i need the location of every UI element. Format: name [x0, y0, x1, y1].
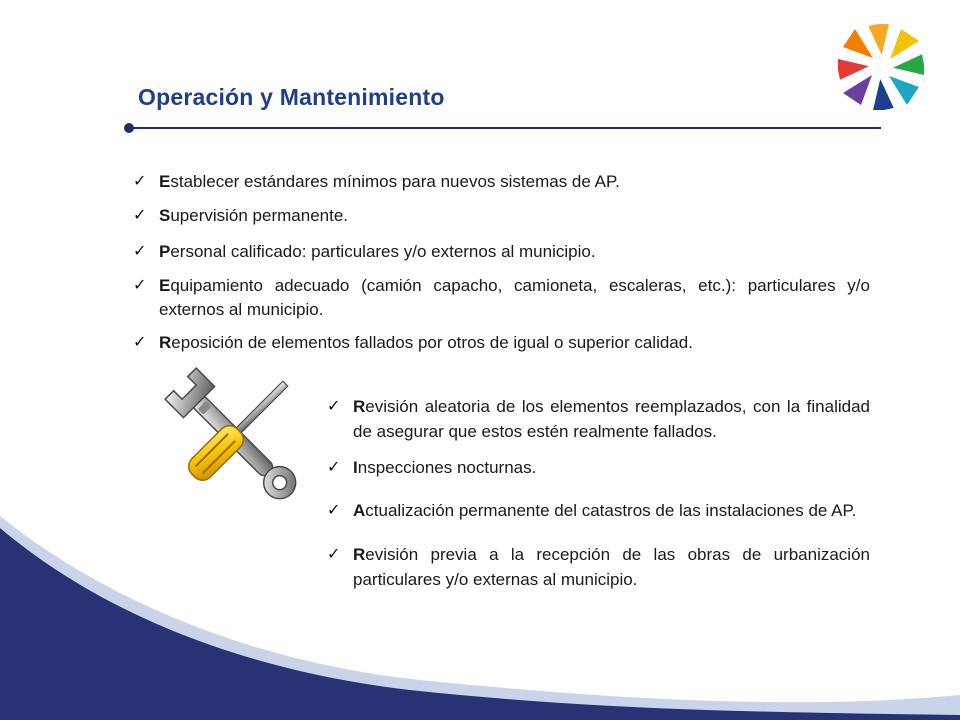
- item-initial: E: [159, 275, 171, 295]
- slide-title: Operación y Mantenimiento: [138, 84, 445, 110]
- checkmark-icon: ✓: [133, 243, 147, 260]
- item-text: ctualización permanente del catastros de las instalaciones de AP.: [365, 500, 857, 520]
- item-initial: R: [353, 397, 366, 416]
- list-item: [133, 331, 870, 356]
- list-item: [327, 543, 870, 592]
- item-initial: S: [159, 205, 171, 225]
- item-text: nspecciones nocturnas.: [357, 458, 537, 477]
- item-text: stablecer estándares mínimos para nuevos sistemas de AP.: [170, 172, 620, 191]
- list-item: [133, 170, 870, 195]
- list-item: [133, 274, 870, 323]
- item-initial: R: [353, 545, 366, 564]
- item-text: upervisión permanente.: [170, 205, 349, 225]
- item-initial: P: [159, 242, 171, 261]
- secondary-bullet-list: [327, 395, 870, 592]
- item-initial: R: [159, 332, 172, 352]
- checkmark-icon: ✓: [133, 173, 147, 190]
- list-item: [133, 240, 870, 265]
- checkmark-icon: ✓: [327, 459, 341, 476]
- item-text: quipamiento adecuado (camión capacho, camioneta, escaleras, etc.): particulares y/o externos al municipio.: [159, 275, 870, 319]
- title-rule: [129, 127, 881, 129]
- item-text: ersonal calificado: particulares y/o externos al municipio.: [170, 242, 596, 261]
- item-text: evisión previa a la recepción de las obras de urbanización particulares y/o externas al municipio.: [353, 545, 870, 589]
- item-initial: E: [159, 172, 171, 191]
- list-item: [327, 395, 870, 444]
- checkmark-icon: ✓: [327, 501, 341, 519]
- checkmark-icon: ✓: [133, 206, 147, 224]
- checkmark-icon: ✓: [133, 333, 147, 351]
- list-item: [327, 456, 870, 481]
- list-item: [133, 204, 870, 229]
- item-initial: A: [353, 500, 366, 520]
- item-initial: I: [353, 458, 358, 477]
- main-bullet-list: [133, 170, 870, 355]
- item-text: eposición de elementos fallados por otros de igual o superior calidad.: [171, 332, 693, 352]
- list-item: [327, 499, 870, 524]
- item-text: evisión aleatoria de los elementos reemplazados, con la finalidad de asegurar que estos estén realmente fallados.: [353, 397, 870, 441]
- checkmark-icon: ✓: [327, 546, 341, 563]
- checkmark-icon: ✓: [327, 398, 341, 415]
- checkmark-icon: ✓: [133, 276, 147, 294]
- pinwheel-logo-icon: [838, 24, 924, 110]
- wrench-screwdriver-icon: [158, 364, 308, 509]
